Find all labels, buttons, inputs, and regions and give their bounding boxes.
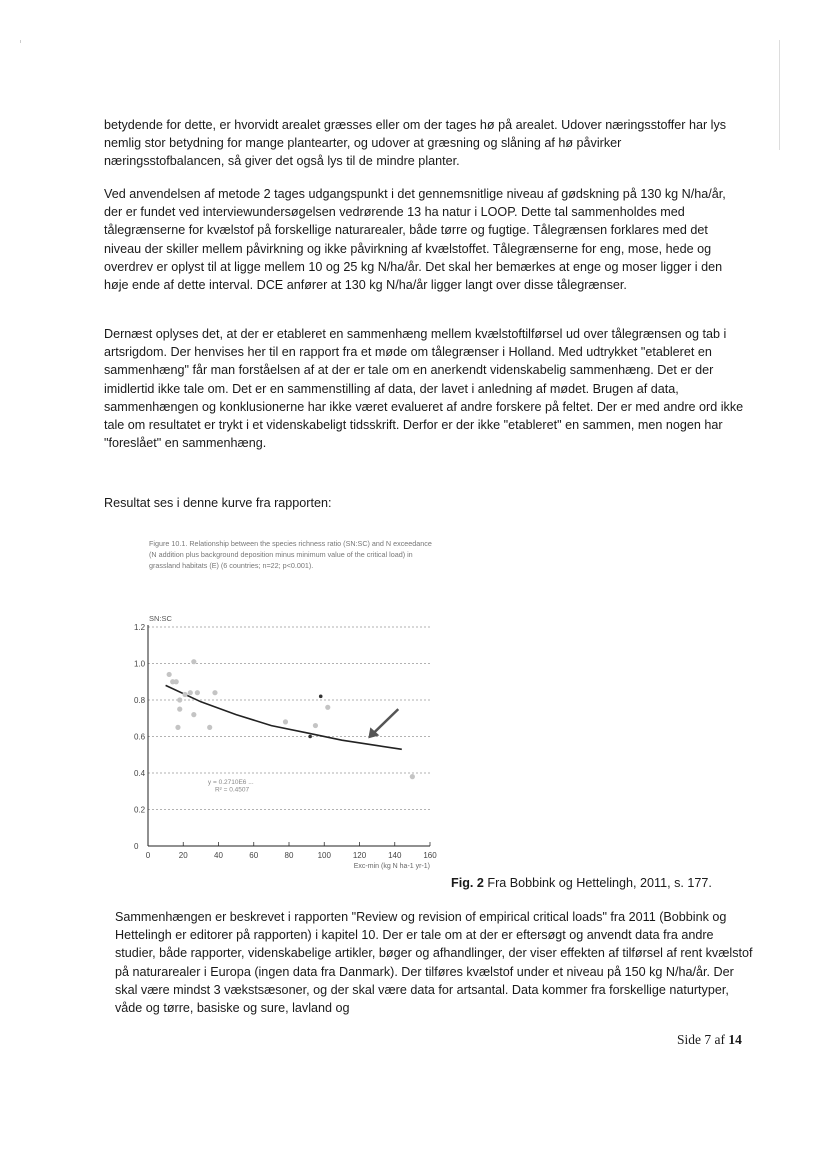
figure-caption-label: Fig. 2 — [451, 876, 484, 890]
data-point — [308, 735, 312, 739]
data-point — [167, 672, 172, 677]
data-point — [313, 723, 318, 728]
figure-caption-text: Fra Bobbink og Hettelingh, 2011, s. 177. — [483, 876, 712, 890]
paragraph-2-text: Ved anvendelsen af metode 2 tages udgangspunkt i det gennemsnitlige niveau af gødskning på 130 kg N/ha/år, der er fundet ved interviewundersøgelsen vedrørende 13 ha natur i LOOP. Dette tal sammenholdes med tålegrænserne for kvælstof på forskellige naturarealer, både tørre og fugtige. Tålegrænsen forklares med det niveau der skiller mellem påvirkning og ikke påvirkning af kvælstoffet. Tålegrænserne for eng, mose, hede og overdrev er oplyst til at ligge mellem 10 og 25 kg N/ha/år. Det skal her bemærkes at enge og moser ligger i den høje ende af dette interval. DCE anfører at 130 kg N/ha/år ligger langt over disse tålegrænser. — [104, 187, 726, 293]
data-point — [325, 705, 330, 710]
arrow-shaft — [372, 709, 398, 734]
data-point — [175, 725, 180, 730]
data-point — [195, 690, 200, 695]
figure-chart — [134, 534, 440, 874]
data-point — [283, 719, 288, 724]
data-point — [212, 690, 217, 695]
y-tick-label: 1.0 — [134, 659, 146, 669]
data-point — [177, 697, 182, 702]
scatter-chart — [134, 534, 440, 874]
x-axis-label: Exc-min (kg N ha-1 yr-1) — [353, 863, 430, 870]
y-tick-label: 0.6 — [134, 732, 146, 742]
y-tick-label: 0.8 — [134, 696, 146, 705]
x-tick-label: 160 — [423, 851, 437, 860]
paragraph-3 — [104, 325, 744, 452]
x-tick-label: 80 — [284, 851, 294, 860]
data-point — [182, 692, 187, 697]
data-point — [410, 774, 415, 779]
data-point — [319, 695, 323, 699]
y-axis-label: SN:SC — [149, 614, 172, 623]
paragraph-4-text: Resultat ses i denne kurve fra rapporten: — [104, 496, 332, 510]
equation-label: y = 0.2710E6 ... — [207, 778, 254, 786]
data-point — [191, 712, 196, 717]
page-number-total: 14 — [728, 1032, 742, 1047]
scan-mark — [20, 40, 21, 43]
chart-title: Figure 10.1. Relationship between the species richness ratio (SN:SC) and N exceedance (N addition plus background deposition minus minimum value of the critical load) in grassland habitats (E) (6 countries; n=22; p<0.001). — [149, 539, 432, 570]
paragraph-3-text: Dernæst oplyses det, at der er etableret en sammenhæng mellem kvælstoftilførsel ud over tålegrænsen og tab i artsrigdom. Der henvises her til en rapport fra et møde om tålegrænser i Holland. Med udtrykket "etableret en sammenhæng" får man forståelsen af at der er tale om en anerkendt videnskabelig sammenhæng. Det er der imidlertid ikke tale om. Det er en sammenstilling af data, der lavet i anledning af mødet. Brugen af data, sammenhængen og konklusionerne har ikke været evalueret af andre forskere på feltet. Der er med andre ord ikke tale om resultatet er trykt i et videnskabeligt tidsskrift. Derfor er der ikke "etableret" en sammen, men nogen har "foreslået" en sammenhæng. — [104, 327, 744, 451]
y-tick-label: 0 — [134, 842, 139, 851]
paragraph-4 — [104, 494, 744, 512]
trend-line — [166, 685, 402, 749]
y-tick-label: 1.2 — [134, 623, 146, 632]
paragraph-1-text: betydende for dette, er hvorvidt arealet græsses eller om der tages hø på arealet. Udover næringsstoffer har lys nemlig stor betydning for mange plantearter, og udover at græsning og slåning af hø påvirker næringsstofbalancen, så giver det også lys til de mindre planter. — [104, 118, 727, 169]
paragraph-2 — [104, 185, 744, 294]
y-tick-label: 0.4 — [134, 769, 146, 778]
page-number — [677, 1032, 742, 1048]
x-tick-label: 140 — [388, 851, 402, 860]
page-edge-line — [779, 40, 780, 150]
data-point — [177, 707, 182, 712]
y-tick-label: 0.2 — [134, 805, 146, 815]
x-tick-label: 40 — [214, 851, 223, 860]
figure-caption — [451, 876, 712, 890]
page-number-label: Side 7 af — [677, 1032, 729, 1047]
data-point — [207, 725, 212, 730]
data-point — [174, 679, 179, 684]
paragraph-1 — [104, 116, 744, 171]
x-tick-label: 120 — [352, 851, 367, 860]
data-point — [191, 659, 196, 664]
x-tick-label: 20 — [178, 851, 188, 860]
paragraph-5-text: Sammenhængen er beskrevet i rapporten "Review og revision of empirical critical loads" fra 2011 (Bobbink og Hettelingh er editorer på rapporten) i kapitel 10. Der er tale om at der er eftersøgt og anvendt data fra andre studier, både rapporter, videnskabelige artikler, bøger og afhandlinger, der viser effekten af tilførsel af rent kvælstof på naturarealer i Europa (ingen data fra Danmark). Der tilføres kvælstof under et niveau på 150 kg N/ha/år. Der skal være mindst 3 vækstsæsoner, og der skal være data for artsantal. Data kommer fra forskellige naturtyper, våde og tørre, basiske og sure, lavland og — [115, 910, 753, 1016]
x-tick-label: 60 — [249, 851, 259, 860]
data-point — [188, 690, 193, 695]
x-tick-label: 100 — [317, 851, 331, 860]
r-squared-label: R² = 0.4507 — [214, 786, 250, 794]
x-tick-label: 0 — [145, 851, 151, 860]
paragraph-5 — [115, 908, 755, 1017]
